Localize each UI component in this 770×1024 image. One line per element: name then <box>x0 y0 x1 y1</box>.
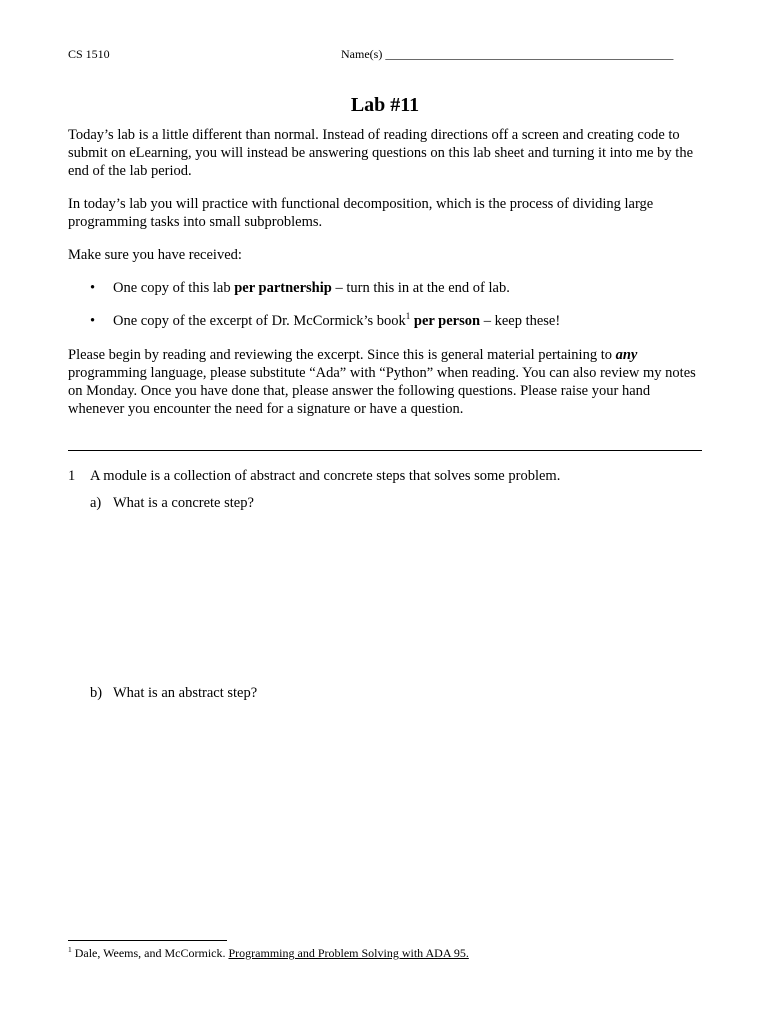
bullet-icon: • <box>90 280 96 296</box>
subquestion-text-a: What is a concrete step? <box>113 495 254 511</box>
page-title: Lab #11 <box>350 94 420 116</box>
footnote-book-title: Programming and Problem Solving with ADA 95. <box>228 946 469 960</box>
footnote-reference: 1 <box>405 311 411 322</box>
bullet-icon: • <box>90 313 96 329</box>
subquestion-label-b: b) <box>90 685 103 701</box>
footnote-marker: 1 <box>68 945 72 954</box>
instructions-paragraph: Please begin by reading and reviewing the excerpt. Since this is general material pertaining to any programming language, please substitute “Ada” with “Python” when reading. You can also review my notes on Monday. Once you have done that, please answer the following questions. Please raise your hand whenever you encounter the need for a signature or have a question. <box>68 347 696 417</box>
bullet-text-suffix: – turn this in at the end of lab. <box>331 280 510 296</box>
emphasis-any: any <box>615 347 638 363</box>
bullet-emphasis: per partnership <box>234 280 332 296</box>
bullet-emphasis: per person <box>410 313 481 329</box>
bullet-text: One copy of this lab <box>113 280 235 296</box>
bullet-text: One copy of the excerpt of Dr. McCormick’s book <box>113 313 406 329</box>
decomposition-paragraph: In today’s lab you will practice with functional decomposition, which is the process of dividing large programming tasks into small subproblems. <box>68 196 654 230</box>
section-divider <box>68 450 702 451</box>
bullet-text-suffix: – keep these! <box>480 313 561 329</box>
subquestion-label-a: a) <box>90 495 102 511</box>
subquestion-text-b: What is an abstract step? <box>113 685 258 701</box>
received-paragraph: Make sure you have received: <box>68 247 242 263</box>
question-text: A module is a collection of abstract and concrete steps that solves some problem. <box>90 468 561 484</box>
footnote-divider <box>68 940 227 941</box>
intro-paragraph: Today’s lab is a little different than normal. Instead of reading directions off a screen and creating code to submit on eLearning, you will instead be answering questions on this lab sheet and turning it into me by the end of the lab period. <box>68 127 694 179</box>
footnote-authors: Dale, Weems, and McCormick. <box>71 946 229 960</box>
names-field-label: Name(s) ________________________________________________ <box>341 47 674 61</box>
course-label: CS 1510 <box>68 47 110 61</box>
footnote <box>68 946 469 961</box>
question-number: 1 <box>68 468 76 484</box>
